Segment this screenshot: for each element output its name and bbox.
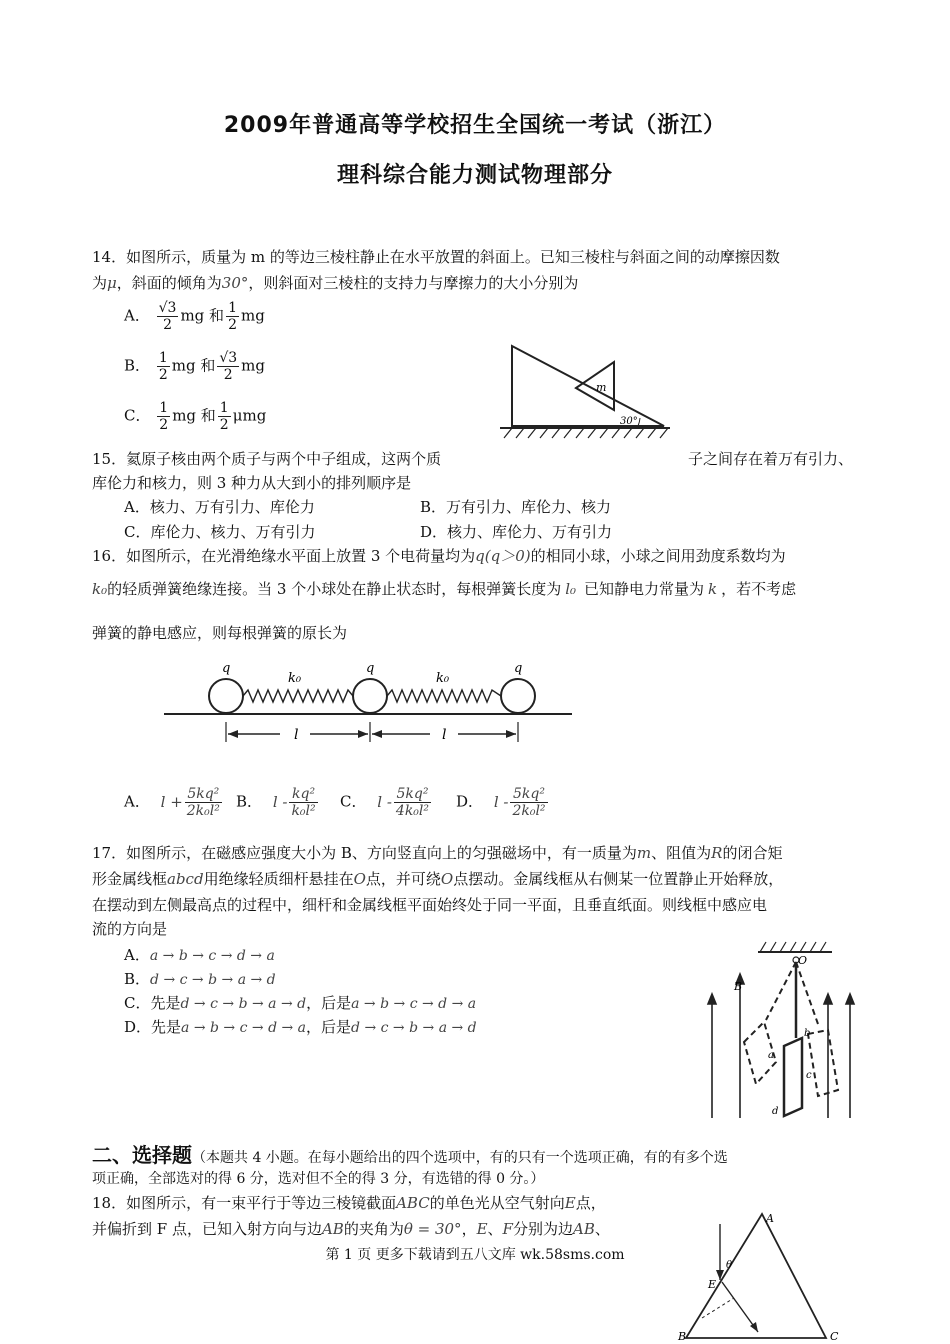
q16-option-d[interactable]: D． l - $\frac{\text{5kq²}}{\text{2k₀l²}}$ <box>456 786 546 819</box>
q18-stem-line2: 并偏折到 F 点，已知入射方向与边AB的夹角为θ = 30°，E、F分别为边AB、 <box>92 1220 610 1238</box>
q14-stem-line2: 为μ，斜面的倾角为30°，则斜面对三棱柱的支持力与摩擦力的大小分别为 <box>92 274 579 292</box>
q14-option-c[interactable]: C． $\frac{1}{2}$ mg 和 $\frac{1}{2}$ μmg <box>124 400 267 433</box>
ceiling-hatch <box>760 942 826 952</box>
q15-stem-line1b: 子之间存在着万有引力、 <box>688 450 854 468</box>
spring-right <box>387 690 501 702</box>
q16-option-b[interactable]: B． l - $\frac{\text{kq²}}{\text{k₀l²}}$ <box>236 786 316 819</box>
q15-option-a[interactable]: A．核力、万有引力、库伦力 <box>124 498 315 516</box>
prism-triangle <box>686 1214 826 1338</box>
q15-option-c[interactable]: C．库伦力、核力、万有引力 <box>124 523 316 541</box>
q15-option-d[interactable]: D．核力、库伦力、万有引力 <box>420 523 613 541</box>
angle-theta: θ <box>726 1260 733 1271</box>
incline-figure <box>492 340 682 448</box>
fraction: $\frac{\text{kq²}}{\text{k₀l²}}$ <box>291 786 316 819</box>
vertex-B: B <box>678 1330 687 1342</box>
rod-left <box>766 962 796 1020</box>
page-title: 2009年普通高等学校招生全国统一考试（浙江） <box>223 113 727 138</box>
q16-stem-line3: 弹簧的静电感应，则每根弹簧的原长为 <box>92 624 348 642</box>
vertex-A: A <box>766 1212 774 1225</box>
charge-label-middle: q <box>366 661 375 676</box>
ball-middle <box>353 679 387 713</box>
q14-option-a[interactable]: A． $\frac{√3}{2}$ mg 和 $\frac{1}{2}$ mg <box>124 300 265 333</box>
ball-left <box>209 679 243 713</box>
q17-stem-line3: 在摆动到左侧最高点的过程中，细杆和金属线框平面始终处于同一平面，且垂直纸面。则线框中感应电 <box>92 896 768 914</box>
fraction: $\frac{√3}{2}$ <box>158 300 177 333</box>
charge-label-right: q <box>514 661 523 676</box>
fraction: $\frac{\text{5kq²}}{\text{2k₀l²}}$ <box>186 786 220 819</box>
prism-triangle <box>576 362 614 410</box>
ball-right <box>501 679 535 713</box>
frame-right <box>808 1030 838 1096</box>
point-E: E <box>708 1278 717 1291</box>
spring-constant-left: k₀ <box>288 671 302 686</box>
q14-option-b[interactable]: B． $\frac{1}{2}$ mg 和 $\frac{√3}{2}$ mg <box>124 350 265 383</box>
pivot-label: O <box>798 954 808 967</box>
fraction: $\frac{1}{2}$ <box>219 400 229 433</box>
page-subtitle: 理科综合能力测试物理部分 <box>336 163 613 188</box>
charge-label-left: q <box>222 661 231 676</box>
q16-stem-line2: k₀的轻质弹簧绝缘连接。当 3 个小球处在静止状态时，每根弹簧长度为 l₀ 已知静电力常量为 k ，若不考虑 <box>92 580 797 598</box>
spring-left <box>243 690 353 702</box>
q17-stem-line2: 形金属线框abcd用绝缘轻质细杆悬挂在O点，并可绕O点摆动。金属线框从右侧某一位置静止开始释放， <box>92 870 784 888</box>
q15-stem-line1a: 15．氦原子核由两个质子与两个中子组成，这两个质 <box>92 450 442 468</box>
fraction: $\frac{1}{2}$ <box>159 400 169 433</box>
field-lines <box>708 974 854 1118</box>
frame-middle <box>784 1038 802 1116</box>
q15-option-b[interactable]: B．万有引力、库伦力、核力 <box>420 498 612 516</box>
fraction: $\frac{\text{5kq²}}{\text{2k₀l²}}$ <box>512 786 546 819</box>
q17-option-b[interactable]: B．d → c → b → a → d <box>124 970 276 988</box>
q16-option-c[interactable]: C． l - $\frac{\text{5kq²}}{\text{4k₀l²}}$ <box>340 786 429 819</box>
q17-option-c[interactable]: C．先是d → c → b → a → d，后是a → b → c → d → a <box>124 994 477 1012</box>
mass-label: m <box>596 381 607 394</box>
q17-option-d[interactable]: D．先是a → b → c → d → a，后是d → c → b → a → d <box>124 1018 477 1036</box>
incline-triangle <box>512 346 664 426</box>
rod-right <box>796 962 818 1024</box>
q17-stem-line1: 17．如图所示，在磁感应强度大小为 B、方向竖直向上的匀强磁场中，有一质量为m、阻值为R的闭合矩 <box>92 844 783 862</box>
section2-note-line2: 项正确，全部选对的得 6 分，选对但不全的得 3 分，有选错的得 0 分。） <box>92 1171 545 1187</box>
page-footer: 第 1 页 更多下载请到五八文库 wk.58sms.com <box>325 1247 625 1263</box>
spring-balls-figure <box>160 652 580 752</box>
length-label-right: l <box>442 727 447 743</box>
prism-figure <box>672 1208 848 1342</box>
vertex-b: b <box>804 1028 811 1039</box>
vertex-c: c <box>806 1070 812 1081</box>
angle-label: 30° <box>620 416 638 427</box>
field-label: B <box>734 980 743 993</box>
section2-heading-line: 二、选择题（本题共 4 小题。在每小题给出的四个选项中，有的只有一个选项正确，有的有多个选 <box>92 1143 728 1167</box>
vertex-a: a <box>768 1050 774 1061</box>
ground-hatch <box>504 428 668 438</box>
spring-constant-right: k₀ <box>436 671 450 686</box>
vertex-d: d <box>772 1106 779 1117</box>
q17-option-a[interactable]: A．a → b → c → d → a <box>124 946 275 964</box>
q15-stem-line2: 库伦力和核力，则 3 种力从大到小的排列顺序是 <box>92 474 412 492</box>
fraction: $\frac{\text{5kq²}}{\text{4k₀l²}}$ <box>395 786 429 819</box>
q18-stem-line1: 18．如图所示，有一束平行于等边三棱镜截面ABC的单色光从空气射向E点， <box>92 1194 606 1212</box>
q17-stem-line4: 流的方向是 <box>92 920 168 938</box>
q16-stem-line1: 16．如图所示，在光滑绝缘水平面上放置 3 个电荷量均为q(q＞0)的相同小球，小球之间用劲度系数均为 <box>92 547 786 565</box>
q14-stem-line1: 14．如图所示，质量为 m 的等边三棱柱静止在水平放置的斜面上。已知三棱柱与斜面之间的动摩擦因数 <box>92 248 780 266</box>
normal-line <box>702 1298 734 1318</box>
fraction: $\frac{1}{2}$ <box>158 350 168 383</box>
fraction: $\frac{1}{2}$ <box>228 300 237 333</box>
q16-option-a[interactable]: A． l + $\frac{\text{5kq²}}{\text{2k₀l²}}$ <box>124 786 220 819</box>
fraction: $\frac{√3}{2}$ <box>219 350 238 383</box>
magnetic-pendulum-figure <box>700 938 860 1124</box>
length-label-left: l <box>294 727 299 743</box>
vertex-C: C <box>830 1330 839 1342</box>
